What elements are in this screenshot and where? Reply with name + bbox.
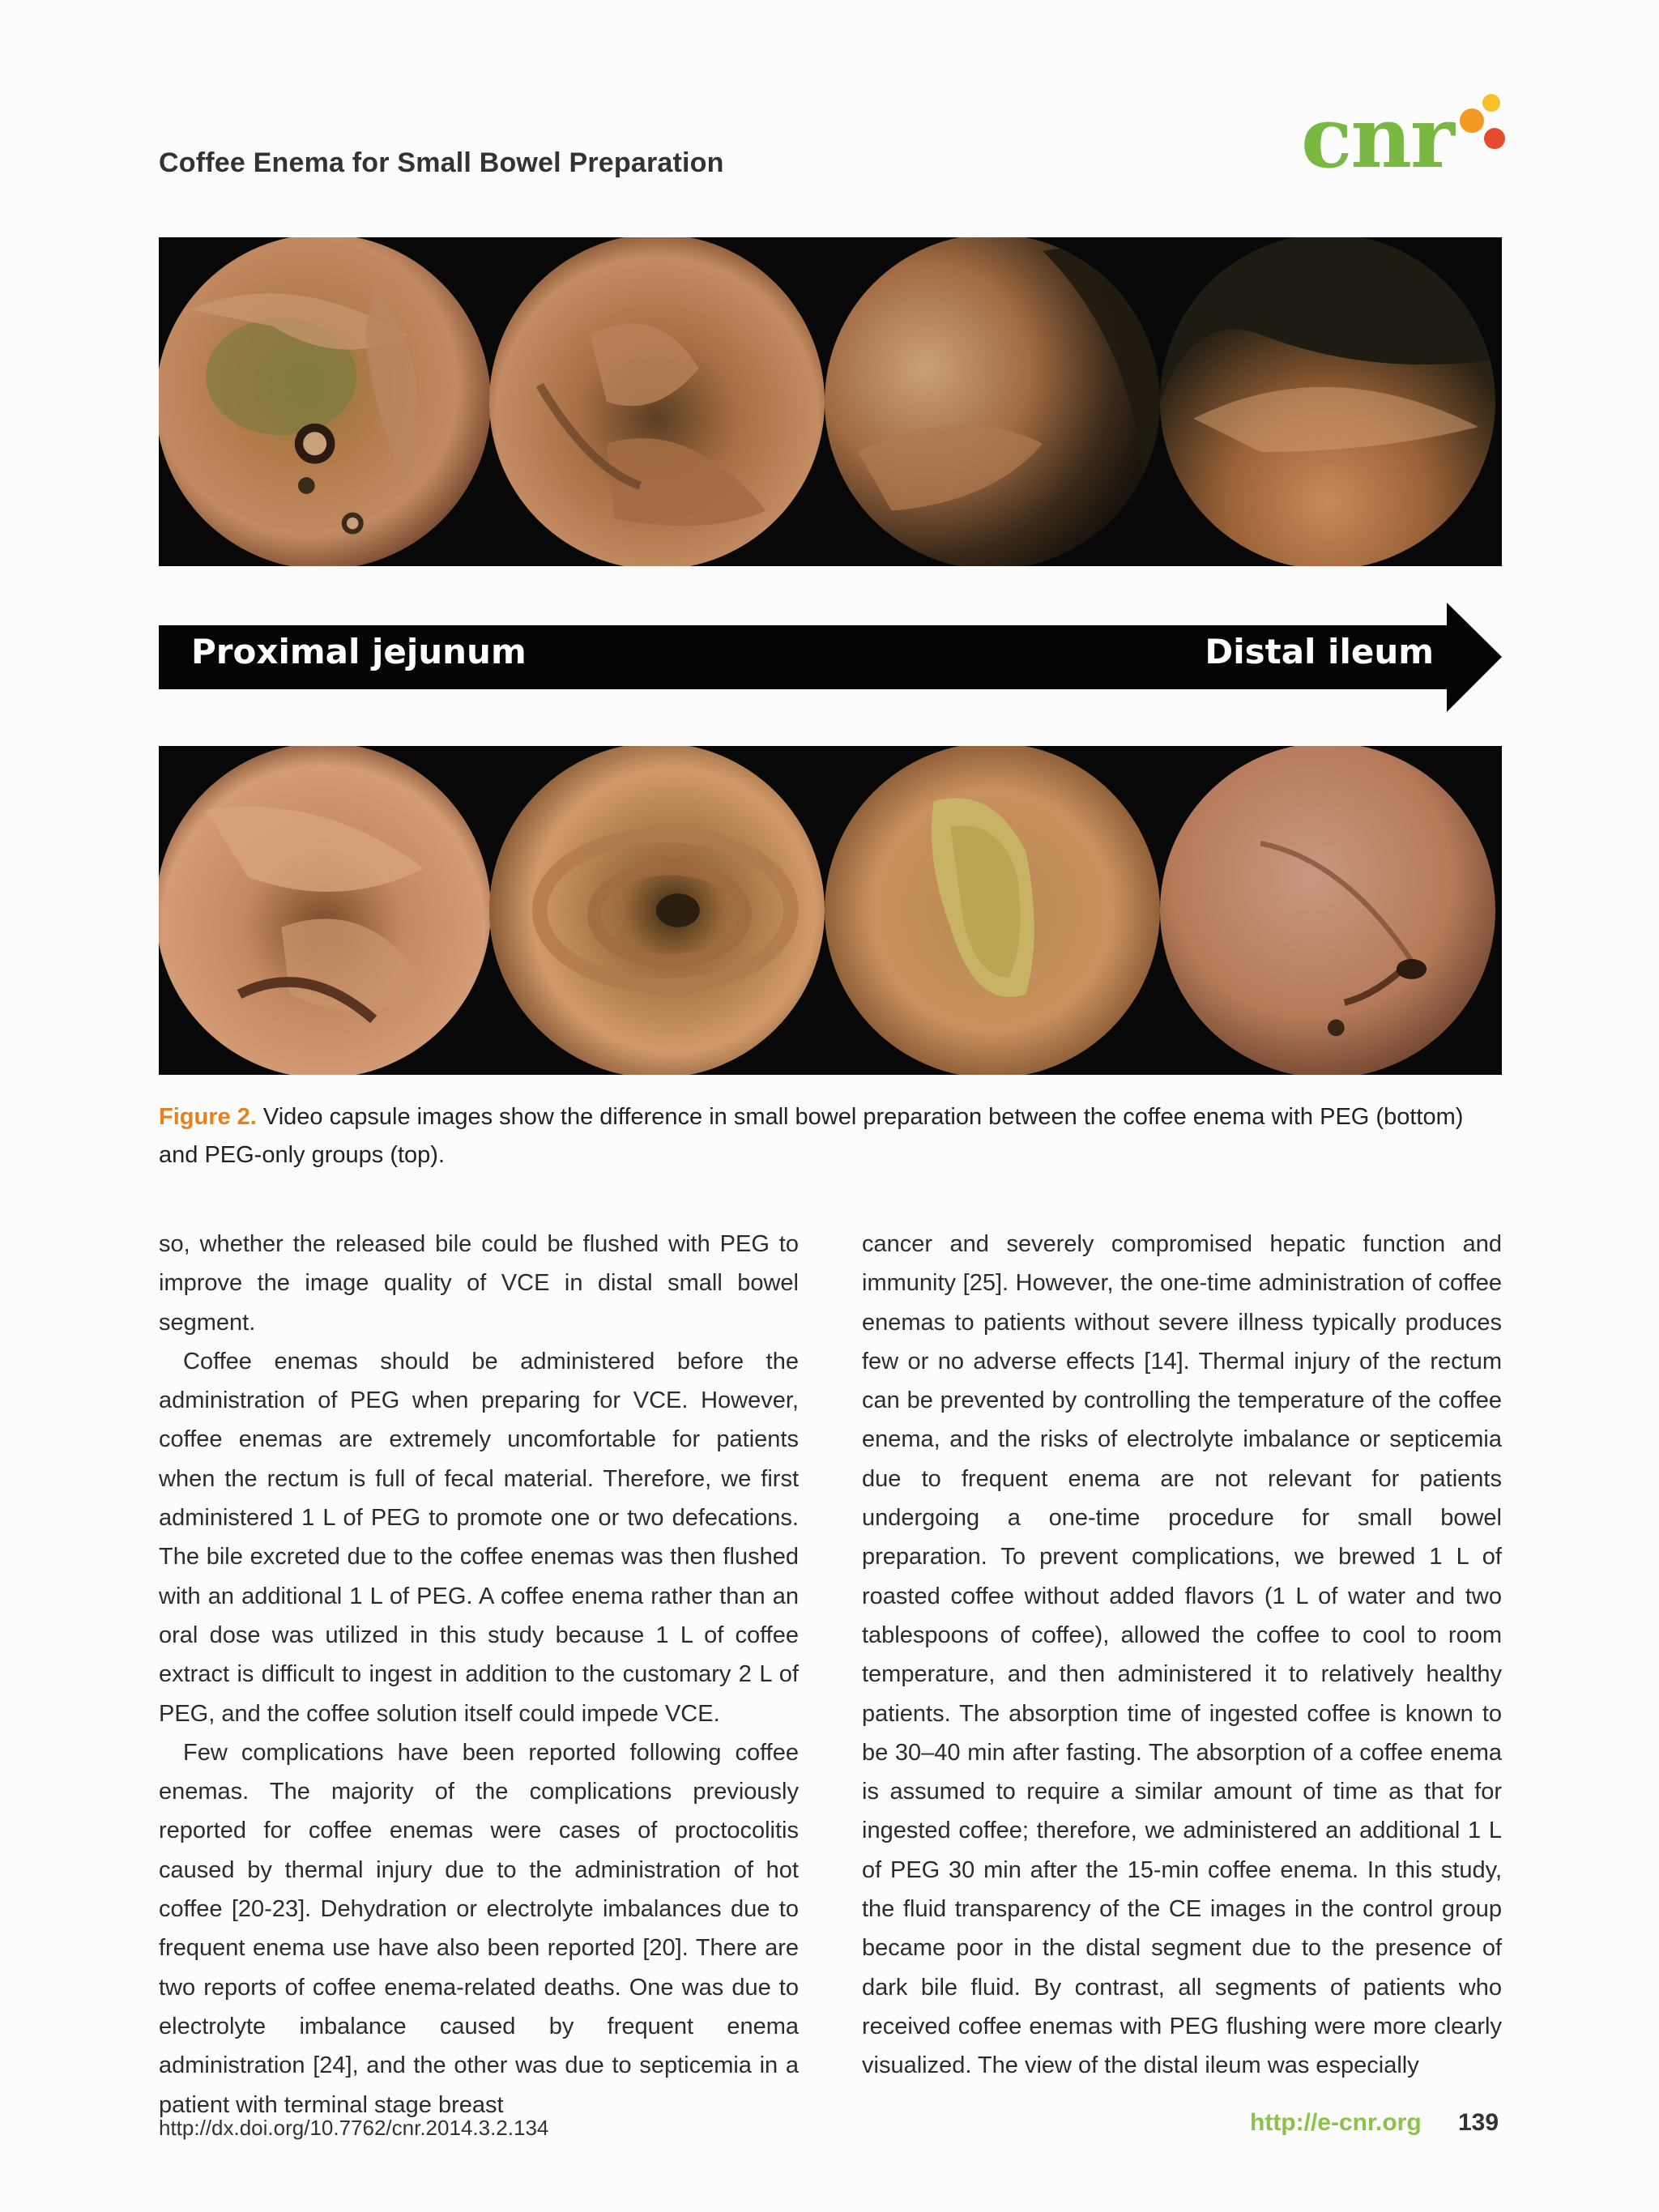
figure-bottom-row xyxy=(159,746,1502,1075)
logo-text: cnr xyxy=(1301,87,1453,187)
body-right-column xyxy=(862,1225,1502,2086)
paragraph: Few complications have been reported following coffee enemas. The majority of the complications previously reported for coffee enemas were cases of proctocolitis caused by thermal injury due to the administration of hot coffee [20-23]. Dehydration or electrolyte imbalances due to frequent enema use have also been reported [20]. There are two reports of coffee enema-related deaths. One was due to electrolyte imbalance caused by frequent enema administration [24], and the other was due to septicemia in a patient with terminal stage breast xyxy=(159,1739,799,2118)
figure-caption-text: Video capsule images show the difference in small bowel preparation between the coffee enema with PEG (bottom) and PEG-only groups (top). xyxy=(159,1104,1464,1168)
endoscopy-image-bottom-3 xyxy=(825,746,1160,1075)
logo-dot-orange xyxy=(1460,109,1484,133)
endoscopy-image-top-2 xyxy=(489,237,825,566)
logo-dot-yellow xyxy=(1482,94,1500,112)
doi-link[interactable]: http://dx.doi.org/10.7762/cnr.2014.3.2.134 xyxy=(159,2116,549,2140)
journal-logo xyxy=(1301,89,1520,194)
progression-arrow xyxy=(159,603,1502,712)
endoscopy-image-bottom-1 xyxy=(159,746,491,1075)
figure-label: Figure 2. xyxy=(159,1104,257,1130)
paragraph: Coffee enemas should be administered before the administration of PEG when preparing for VCE. However, coffee enemas are extremely uncomfortable for patients when the rectum is full of fecal material. Therefore, we first administered 1 L of PEG to promote one or two defecations. The bile excreted due to the coffee enemas was then flushed with an additional 1 L of PEG. A coffee enema rather than an oral dose was utilized in this study because 1 L of coffee extract is difficult to ingest in addition to the customary 2 L of PEG, and the coffee solution itself could impede VCE. xyxy=(159,1348,799,1727)
paragraph: so, whether the released bile could be flushed with PEG to improve the image quality of VCE in distal small bowel segment. xyxy=(159,1231,799,1336)
endoscopy-image-top-3 xyxy=(825,237,1160,566)
endoscopy-image-top-1 xyxy=(159,237,491,566)
endoscopy-image-bottom-2 xyxy=(489,746,825,1075)
logo-dot-red xyxy=(1484,128,1505,149)
running-title: Coffee Enema for Small Bowel Preparation xyxy=(159,147,724,178)
figure-caption xyxy=(159,1098,1502,1174)
endoscopy-image-bottom-4 xyxy=(1160,746,1495,1075)
body-left-column xyxy=(159,1225,799,2125)
endoscopy-image-top-4 xyxy=(1160,237,1495,566)
page-number: 139 xyxy=(1458,2109,1499,2136)
arrow-label-proximal-jejunum: Proximal jejunum xyxy=(191,632,527,671)
figure-top-row xyxy=(159,237,1502,566)
journal-url-link[interactable]: http://e-cnr.org xyxy=(1250,2109,1422,2136)
paragraph: cancer and severely compromised hepatic function and immunity [25]. However, the one-time administration of coffee enemas to patients without severe illness typically produces few or no adverse effects [14]. Thermal injury of the rectum can be prevented by controlling the temperature of the coffee enema, and the risks of electrolyte imbalance or septicemia due to frequent enema are not relevant for patients undergoing a one-time procedure for small bowel preparation. To prevent complications, we brewed 1 L of roasted coffee without added flavors (1 L of water and two tablespoons of coffee), allowed the coffee to cool to room temperature, and then administered it to relatively healthy patients. The absorption time of ingested coffee is known to be 30–40 min after fasting. The absorption of a coffee enema is assumed to require a similar amount of time as that for ingested coffee; therefore, we administered an additional 1 L of PEG 30 min after the 15-min coffee enema. In this study, the fluid transparency of the CE images in the control group became poor in the distal segment due to the presence of dark bile fluid. By contrast, all segments of patients who received coffee enemas with PEG flushing were more clearly visualized. The view of the distal ileum was especially xyxy=(862,1231,1502,2079)
arrow-label-distal-ileum: Distal ileum xyxy=(1205,632,1434,671)
